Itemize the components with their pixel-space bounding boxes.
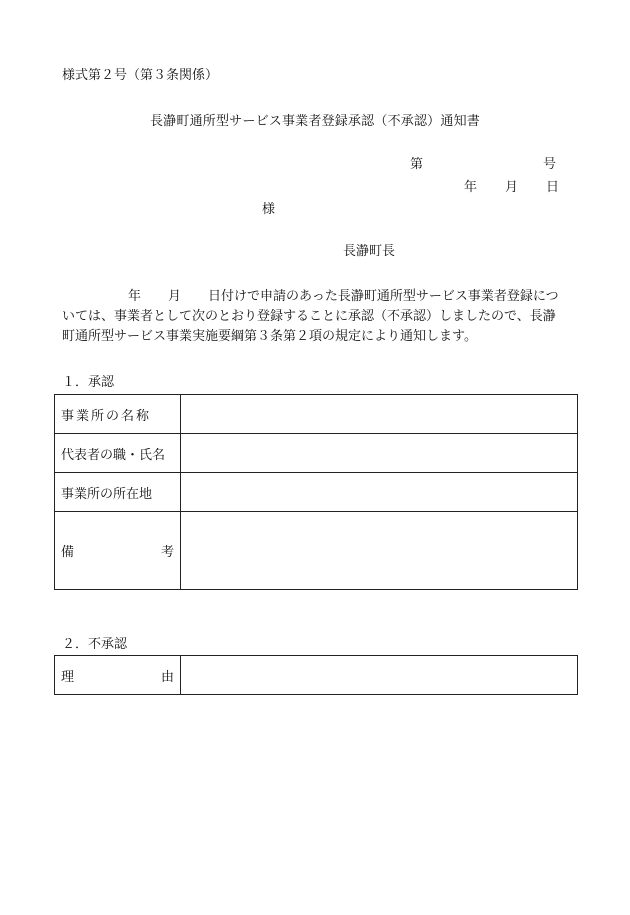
table-row [55, 656, 578, 695]
notice-body [62, 287, 578, 347]
table-row [55, 512, 578, 590]
table-row [55, 473, 578, 512]
approval-table [54, 394, 578, 590]
document-title: 長瀞町通所型サービス事業者登録承認（不承認）通知書 [149, 114, 480, 129]
office-address-label: 事業所の所在地 [55, 473, 181, 512]
body-year-label: 年 [128, 289, 142, 304]
notice-body-line-3: 町通所型サービス事業実施要綱第３条第２項の規定により通知します。 [62, 329, 477, 344]
remarks-field[interactable] [181, 512, 578, 590]
date-day-label: 日 [546, 180, 560, 195]
table-row [55, 395, 578, 434]
notice-body-line-2: いては、事業者として次のとおり登録することに承認（不承認）しましたので、長瀞 [62, 309, 556, 324]
representative-label: 代表者の職・氏名 [55, 434, 181, 473]
office-name-field[interactable] [181, 395, 578, 434]
representative-field[interactable] [181, 434, 578, 473]
issuer-name: 長瀞町長 [343, 244, 396, 259]
body-line-1-text: 日付けで申請のあった長瀞町通所型サービス事業者登録につ [208, 289, 559, 304]
reason-label-right: 由 [160, 669, 174, 685]
date-month-label: 月 [505, 180, 519, 195]
document-number-suffix: 号 [543, 157, 557, 172]
office-address-field[interactable] [181, 473, 578, 512]
remarks-label-right: 考 [160, 545, 174, 560]
disapproval-table [54, 655, 578, 695]
reason-label-left: 理 [61, 669, 75, 685]
document-number-prefix: 第 [410, 157, 424, 172]
remarks-label [55, 512, 181, 590]
section-disapproval-heading: ２．不承認 [62, 637, 128, 652]
notice-body-line-1 [62, 287, 578, 307]
reason-field[interactable] [181, 656, 578, 695]
addressee-suffix: 様 [262, 202, 276, 217]
remarks-label-left: 備 [61, 545, 75, 560]
table-row [55, 434, 578, 473]
form-number-label: 様式第２号（第３条関係） [62, 68, 219, 83]
section-approval-heading: １．承認 [62, 375, 115, 390]
body-month-label: 月 [168, 289, 182, 304]
reason-label [55, 656, 181, 695]
office-name-label: 事業所の名称 [55, 395, 181, 434]
date-year-label: 年 [464, 180, 478, 195]
